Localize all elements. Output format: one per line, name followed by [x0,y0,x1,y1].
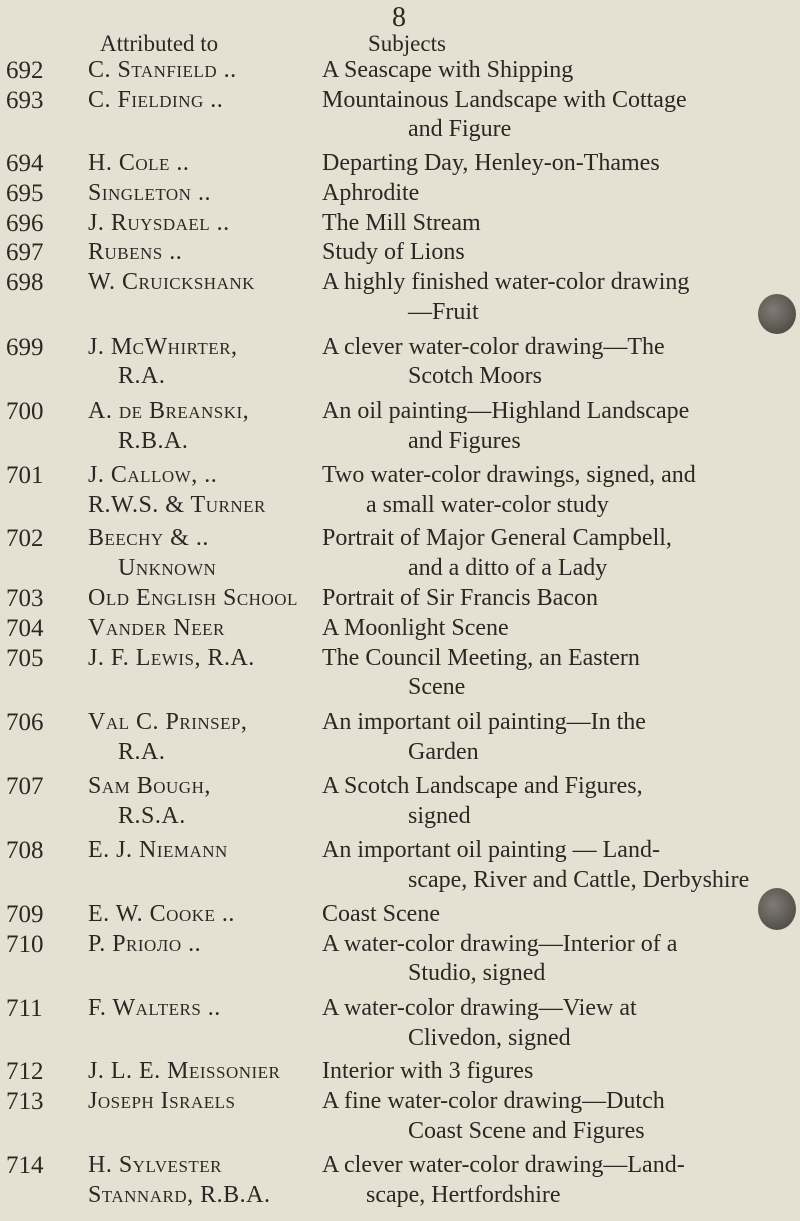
artist-name: W. Cruickshank [88,269,255,295]
artist-name: Joseph Israels [88,1088,236,1114]
lot-subject: Study of Lions [322,239,465,265]
lot-number: 709 [6,901,44,928]
lot-number: 712 [6,1058,44,1085]
lot-subject-continued: Scene [408,674,466,700]
artist-name: Val C. Prinsep, [88,709,248,735]
seal-mark [758,294,796,334]
attributed-header: Attributed to [100,31,219,56]
artist-name: C. Fielding .. [88,87,224,113]
lot-subject: A water-color drawing—Interior of a [322,931,678,957]
artist-name: J. F. Lewis, R.A. [88,645,255,671]
lot-subject: An important oil painting—In the [322,709,646,735]
lot-subject: Aphrodite [322,180,420,206]
lot-subject-continued: and a ditto of a Lady [408,555,608,581]
lot-number: 693 [6,87,44,114]
artist-name: J. L. E. Meissonier [88,1058,281,1084]
lot-subject: A fine water-color drawing—Dutch [322,1088,665,1114]
lot-number: 700 [6,398,44,425]
lot-number: 692 [6,57,44,84]
lot-subject: Departing Day, Henley-on-Thames [322,150,660,176]
artist-name: Vander Neer [88,615,225,641]
lot-subject: An oil painting—Highland Landscape [322,398,690,424]
artist-name: J. Callow, .. [88,462,218,488]
lot-subject: Portrait of Major General Campbell, [322,525,672,551]
lot-subject-continued: scape, River and Cattle, Derbyshire [408,867,750,893]
page-number: 8 [392,2,406,33]
seal-mark [758,888,796,930]
lot-subject: Interior with 3 figures [322,1058,534,1084]
lot-subject-continued: Garden [408,739,479,765]
artist-name: E. J. Niemann [88,837,228,863]
artist-name: H. Sylvester [88,1152,223,1178]
lot-number: 698 [6,269,44,296]
lot-number: 714 [6,1152,44,1179]
lot-number: 697 [6,239,44,266]
subjects-header: Subjects [368,31,446,56]
lot-subject: The Mill Stream [322,210,481,236]
artist-name: Singleton .. [88,180,211,206]
artist-name: J. Ruysdael .. [88,210,230,236]
lot-subject: A Seascape with Shipping [322,57,574,83]
artist-name: Sam Bough, [88,773,211,799]
artist-name: P. Prioло .. [88,931,202,957]
lot-subject: The Council Meeting, an Eastern [322,645,640,671]
lot-subject-continued: signed [408,803,471,829]
artist-name-continued: R.A. [118,363,166,389]
lot-number: 701 [6,462,44,489]
lot-number: 696 [6,210,44,237]
lot-subject: A highly finished water-color drawing [322,269,690,295]
lot-subject-continued: Clivedon, signed [408,1025,571,1051]
lot-subject: A clever water-color drawing—Land- [322,1152,685,1178]
artist-name-continued: Unknown [118,555,217,581]
lot-subject-continued: and Figure [408,116,512,142]
artist-name-continued: Stannard, R.B.A. [88,1182,271,1208]
lot-subject: A water-color drawing—View at [322,995,637,1021]
lot-number: 710 [6,931,44,958]
lot-number: 708 [6,837,44,864]
lot-subject-continued: —Fruit [408,299,479,325]
artist-name: Rubens .. [88,239,183,265]
lot-subject-continued: scape, Hertfordshire [366,1182,561,1208]
artist-name: J. McWhirter, [88,334,238,360]
artist-name: H. Cole .. [88,150,190,176]
lot-subject-continued: Scotch Moors [408,363,542,389]
lot-number: 699 [6,334,44,361]
lot-number: 705 [6,645,44,672]
artist-name: C. Stanfield .. [88,57,237,83]
artist-name: A. de Breanski, [88,398,250,424]
lot-subject-continued: a small water-color study [366,492,609,518]
lot-number: 706 [6,709,44,736]
lot-subject: Coast Scene [322,901,440,927]
lot-number: 695 [6,180,44,207]
lot-subject: An important oil painting — Land- [322,837,660,863]
artist-name: E. W. Cooke .. [88,901,235,927]
lot-number: 711 [6,995,43,1022]
artist-name-continued: R.A. [118,739,166,765]
lot-subject: A Moonlight Scene [322,615,509,641]
lot-subject-continued: Coast Scene and Figures [408,1118,645,1144]
lot-subject: Mountainous Landscape with Cottage [322,87,687,113]
lot-subject: Two water-color drawings, signed, and [322,462,696,488]
lot-number: 703 [6,585,44,612]
artist-name: F. Walters .. [88,995,221,1021]
artist-name-continued: R.W.S. & Turner [88,492,266,518]
lot-subject: A Scotch Landscape and Figures, [322,773,643,799]
lot-number: 707 [6,773,44,800]
lot-number: 713 [6,1088,44,1115]
artist-name: Beechy & .. [88,525,209,551]
lot-number: 702 [6,525,44,552]
artist-name-continued: R.B.A. [118,428,189,454]
artist-name-continued: R.S.A. [118,803,186,829]
artist-name: Old English School [88,585,298,611]
lot-number: 694 [6,150,44,177]
lot-subject-continued: and Figures [408,428,521,454]
lot-number: 704 [6,615,44,642]
lot-subject: Portrait of Sir Francis Bacon [322,585,598,611]
lot-subject: A clever water-color drawing—The [322,334,665,360]
lot-subject-continued: Studio, signed [408,960,546,986]
